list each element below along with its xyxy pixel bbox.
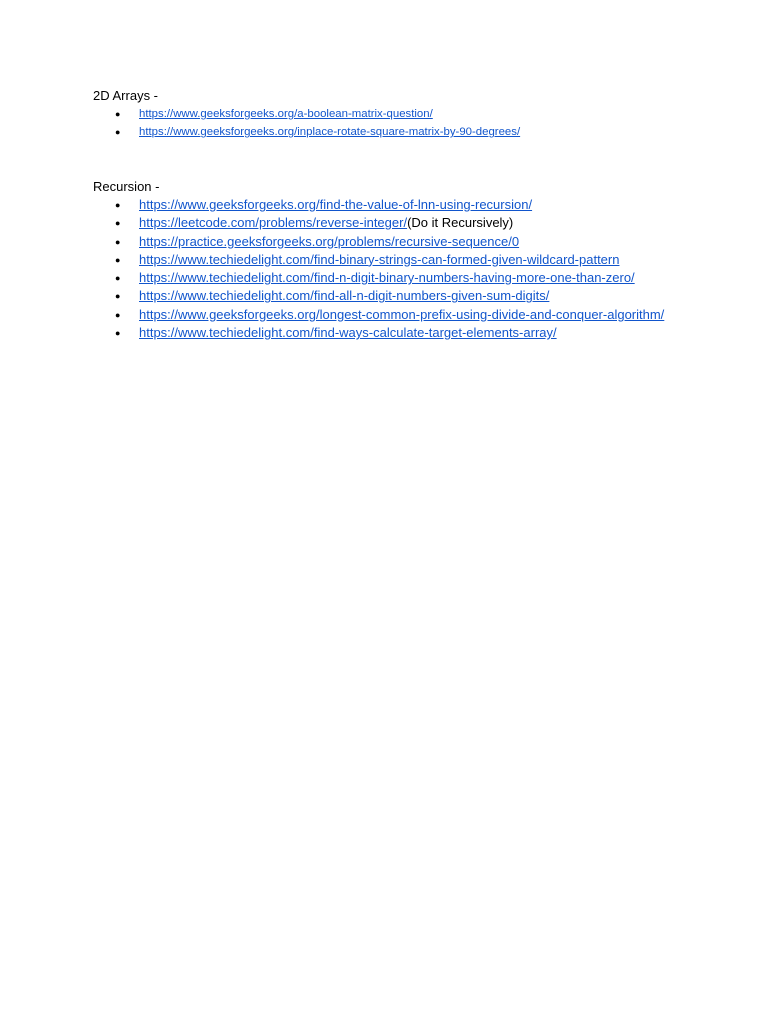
link[interactable]: https://www.geeksforgeeks.org/find-the-value-of-lnn-using-recursion/ (139, 197, 533, 212)
section-heading: Recursion - (93, 179, 160, 194)
link[interactable]: https://www.geeksforgeeks.org/longest-common-prefix-using-divide-and-conquer-algorithm/ (139, 306, 665, 322)
list-item (93, 196, 679, 214)
list-item (93, 214, 679, 232)
list-item (93, 123, 679, 141)
link[interactable]: https://www.geeksforgeeks.org/a-boolean-matrix-question/ (139, 108, 433, 120)
bullet-icon: ● (115, 309, 121, 320)
bullet-icon: ● (115, 109, 121, 119)
list-item (93, 233, 679, 251)
bullet-icon: ● (115, 273, 121, 284)
list-item (93, 105, 679, 123)
list-item (93, 269, 679, 287)
link[interactable]: https://practice.geeksforgeeks.org/problems/recursive-sequence/0 (139, 233, 520, 249)
link[interactable]: https://www.techiedelight.com/find-binary-strings-can-formed-given-wildcard-pattern (139, 251, 620, 267)
list-item (93, 324, 679, 342)
bullet-icon: ● (115, 254, 121, 265)
list-item (93, 306, 679, 324)
link[interactable]: https://www.geeksforgeeks.org/inplace-rotate-square-matrix-by-90-degrees/ (139, 126, 521, 139)
section-heading: 2D Arrays - (93, 88, 159, 103)
section-recursion (93, 178, 693, 342)
link[interactable]: https://www.techiedelight.com/find-ways-calculate-target-elements-array/ (139, 325, 557, 341)
link-list (93, 105, 693, 142)
bullet-icon: ● (115, 127, 121, 138)
link-note: (Do it Recursively) (407, 215, 514, 231)
link[interactable]: https://www.techiedelight.com/find-n-digit-binary-numbers-having-more-one-than-zero/ (139, 270, 635, 286)
section-2d-arrays (93, 87, 693, 142)
link-list (93, 196, 693, 342)
bullet-icon: ● (115, 200, 121, 210)
list-item (93, 251, 679, 269)
bullet-icon: ● (115, 218, 121, 229)
bullet-icon: ● (115, 328, 121, 339)
bullet-icon: ● (115, 291, 121, 302)
bullet-icon: ● (115, 236, 121, 247)
link[interactable]: https://www.techiedelight.com/find-all-n-digit-numbers-given-sum-digits/ (139, 288, 550, 304)
list-item (93, 287, 679, 305)
link[interactable]: https://leetcode.com/problems/reverse-integer/ (139, 215, 408, 231)
